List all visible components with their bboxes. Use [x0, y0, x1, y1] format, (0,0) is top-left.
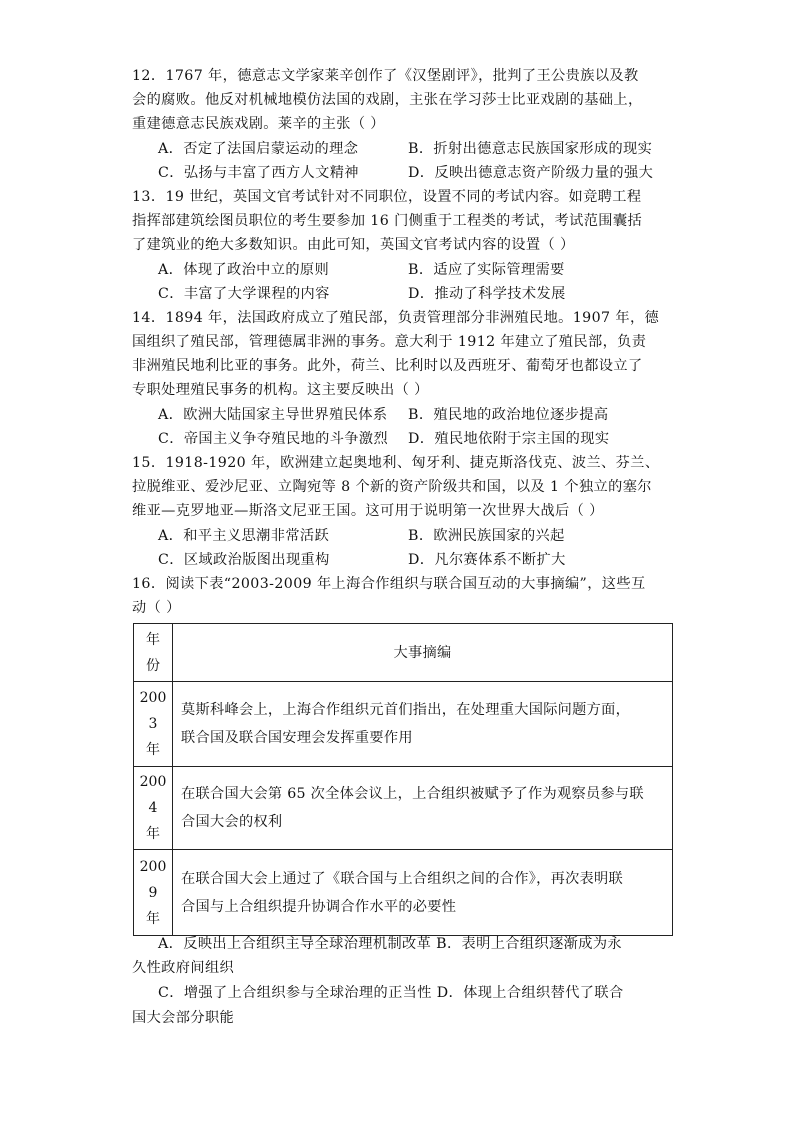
event-text-line: 在联合国大会上通过了《联合国与上合组织之间的合作》，再次表明联	[181, 870, 624, 887]
year-part: 200	[139, 858, 167, 875]
q14-stem-line-3: 非洲殖民地利比亚的事务。此外，荷兰、比利时以及西班牙、葡萄牙也都设立了	[132, 358, 643, 374]
q12-stem-line-2: 会的腐败。他反对机械地模仿法国的戏剧，主张在学习莎士比亚戏剧的基础上，	[132, 92, 643, 108]
event-text-line: 合国大会的权利	[181, 814, 283, 830]
table-row	[134, 850, 673, 936]
year-part: 200	[139, 690, 167, 706]
event-cell	[173, 682, 673, 767]
table-row	[134, 682, 673, 767]
year-cell	[134, 682, 173, 767]
q15-option-b: B．欧洲民族国家的兴起	[408, 528, 565, 544]
q13-stem-line-3: 了建筑业的绝大多数知识。由此可知，英国文官考试内容的设置（ ）	[132, 237, 575, 253]
q13-option-a: A．体现了政治中立的原则	[158, 262, 330, 278]
q15-stem-line-2: 拉脱维亚、爱沙尼亚、立陶宛等 8 个新的资产阶级共和国，以及 1 个独立的塞尔	[132, 479, 652, 495]
q13-option-b: B．适应了实际管理需要	[408, 262, 565, 278]
event-text-line: 莫斯科峰会上，上海合作组织元首们指出，在处理重大国际问题方面，	[181, 702, 631, 718]
q16-options-line-2: 久性政府间组织	[132, 960, 235, 976]
q16-options-line-1: A．反映出上合组织主导全球治理机制改革 B．表明上合组织逐渐成为永	[158, 936, 623, 952]
q12-stem-line-1: 12．1767 年，德意志文学家莱辛创作了《汉堡剧评》，批判了王公贵族以及教	[132, 68, 639, 84]
year-part: 200	[139, 774, 167, 790]
events-table	[133, 623, 673, 936]
year-part: 年	[146, 910, 160, 927]
q14-option-b: B．殖民地的政治地位逐步提高	[408, 407, 609, 423]
q13-option-d: D．推动了科学技术发展	[408, 286, 566, 302]
year-part: 9	[148, 884, 158, 901]
q15-stem-line-3: 维亚—克罗地亚—斯洛文尼亚王国。这可用于说明第一次世界大战后（ ）	[132, 503, 604, 519]
q16-stem-line-1: 16．阅读下表“2003-2009 年上海合作组织与联合国互动的大事摘编”，这些互	[132, 576, 646, 592]
q16-options-line-3: C．增强了上合组织参与全球治理的正当性 D．体现上合组织替代了联合	[158, 985, 624, 1001]
q13-option-c: C．丰富了大学课程的内容	[158, 286, 330, 302]
year-header-char: 年	[146, 631, 160, 648]
table-header-row	[134, 624, 673, 682]
event-text-line: 联合国及联合国安理会发挥重要作用	[181, 730, 413, 746]
q16-options-line-4: 国大会部分职能	[132, 1010, 235, 1026]
year-part: 4	[148, 800, 158, 816]
year-header-cell	[134, 624, 173, 682]
year-header-char: 份	[146, 657, 160, 674]
q13-stem-line-1: 13．19 世纪，英国文官考试针对不同职位，设置不同的考试内容。如竞聘工程	[132, 189, 642, 205]
q12-option-a: A．否定了法国启蒙运动的理念	[158, 141, 359, 157]
q13-stem-line-2: 指挥部建筑绘图员职位的考生要参加 16 门侧重于工程类的考试，考试范围囊括	[132, 213, 643, 229]
year-part: 年	[146, 742, 160, 758]
event-cell	[173, 850, 673, 936]
q14-stem-line-4: 专职处理殖民事务的机构。这主要反映出（ ）	[132, 382, 429, 398]
q14-option-c: C．帝国主义争夺殖民地的斗争激烈	[158, 431, 389, 447]
q12-option-b: B．折射出德意志民族国家形成的现实	[408, 141, 653, 157]
events-header-cell: 大事摘编	[173, 624, 673, 682]
q15-option-d: D．凡尔赛体系不断扩大	[408, 552, 566, 568]
q12-option-c: C．弘扬与丰富了西方人文精神	[158, 165, 359, 181]
q15-stem-line-1: 15．1918-1920 年，欧洲建立起奥地利、匈牙利、捷克斯洛伐克、波兰、芬兰、	[132, 455, 660, 471]
q14-stem-line-1: 14．1894 年，法国政府成立了殖民部，负责管理部分非洲殖民地。1907 年，德	[132, 310, 660, 326]
q12-option-d: D．反映出德意志资产阶级力量的强大	[408, 165, 654, 181]
table-row	[134, 767, 673, 850]
q12-stem-line-3: 重建德意志民族戏剧。莱辛的主张（ ）	[132, 116, 385, 132]
event-text-line: 合国与上合组织提升协调合作水平的必要性	[181, 898, 457, 915]
event-cell	[173, 767, 673, 850]
year-part: 3	[148, 716, 158, 732]
year-cell	[134, 767, 173, 850]
year-cell	[134, 850, 173, 936]
event-text-line: 在联合国大会第 65 次全体会议上，上合组织被赋予了作为观察员参与联	[181, 786, 644, 802]
q15-option-a: A．和平主义思潮非常活跃	[158, 528, 330, 544]
q16-stem-line-2: 动（ ）	[132, 600, 181, 616]
q15-option-c: C．区域政治版图出现重构	[158, 552, 330, 568]
q14-option-d: D．殖民地依附于宗主国的现实	[408, 431, 610, 447]
q14-stem-line-2: 国组织了殖民部，管理德属非洲的事务。意大利于 1912 年建立了殖民部，负责	[132, 334, 647, 350]
year-part: 年	[146, 826, 160, 842]
q14-option-a: A．欧洲大陆国家主导世界殖民体系	[158, 407, 388, 423]
